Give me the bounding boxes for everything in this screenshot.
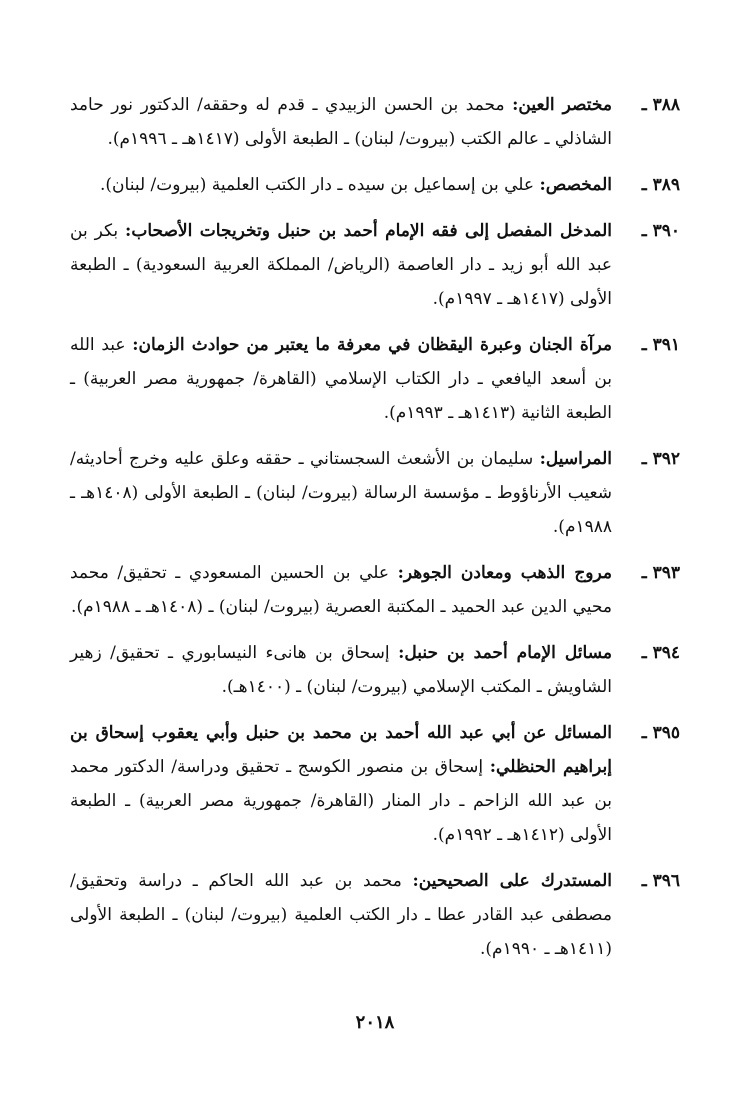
entry-number: ٣٩٦ ـ <box>641 871 680 891</box>
entry-number: ٣٩٥ ـ <box>641 723 680 743</box>
bibliography-entry-391 <box>70 328 680 430</box>
entry-text: إسحاق بن منصور الكوسج ـ تحقيق ودراسة/ الدكتور محمد بن عبد الله الزاحم ـ دار المنار (القاهرة/ جمهورية مصر العربية) ـ الطبعة الأولى (١٤١٢هـ ـ ١٩٩٢م). <box>70 757 612 845</box>
entry-number: ٣٩٠ ـ <box>641 221 680 241</box>
entry-title: مختصر العين: <box>512 95 612 115</box>
entry-number: ٣٨٨ ـ <box>641 95 680 115</box>
entry-number: ٣٩٤ ـ <box>641 643 680 663</box>
entry-text: علي بن إسماعيل بن سيده ـ دار الكتب العلمية (بيروت/ لبنان). <box>100 175 535 195</box>
entry-title: المخصص: <box>539 175 612 195</box>
entry-title: المستدرك على الصحيحين: <box>412 871 613 891</box>
entry-title: المدخل المفصل إلى فقه الإمام أحمد بن حنبل وتخريجات الأصحاب: <box>125 221 612 241</box>
entry-text: محمد بن عبد الله الحاكم ـ دراسة وتحقيق/ مصطفى عبد القادر عطا ـ دار الكتب العلمية (بيروت/ لبنان) ـ الطبعة الأولى (١٤١١هـ ـ ١٩٩٠م). <box>70 871 612 959</box>
bibliography-entry-388 <box>70 88 680 156</box>
entry-title: مسائل الإمام أحمد بن حنبل: <box>398 643 612 663</box>
entry-text: علي بن الحسين المسعودي ـ تحقيق/ محمد محيي الدين عبد الحميد ـ المكتبة العصرية (بيروت/ لبنان) ـ (١٤٠٨هـ ـ ١٩٨٨م). <box>70 563 612 617</box>
bibliography-entry-389 <box>70 168 680 202</box>
bibliography-list <box>70 88 680 978</box>
entry-text: بكر بن عبد الله أبو زيد ـ دار العاصمة (الرياض/ المملكة العربية السعودية) ـ الطبعة الأولى (١٤١٧هـ ـ ١٩٩٧م). <box>70 221 612 309</box>
entry-number: ٣٨٩ ـ <box>641 175 680 195</box>
entry-number: ٣٩٢ ـ <box>641 449 680 469</box>
entry-number: ٣٩١ ـ <box>641 335 680 355</box>
entry-text: عبد الله بن أسعد اليافعي ـ دار الكتاب الإسلامي (القاهرة/ جمهورية مصر العربية) ـ الطبعة الثانية (١٤١٣هـ ـ ١٩٩٣م). <box>70 335 612 423</box>
entry-text: إسحاق بن هانىء النيسابوري ـ تحقيق/ زهير الشاويش ـ المكتب الإسلامي (بيروت/ لبنان) ـ (١٤٠٠هـ). <box>70 643 612 697</box>
bibliography-entry-393 <box>70 556 680 624</box>
bibliography-entry-395 <box>70 716 680 852</box>
entry-text: محمد بن الحسن الزبيدي ـ قدم له وحققه/ الدكتور نور حامد الشاذلي ـ عالم الكتب (بيروت/ لبنان) ـ الطبعة الأولى (١٤١٧هـ ـ ١٩٩٦م). <box>70 95 612 149</box>
bibliography-entry-390 <box>70 214 680 316</box>
bibliography-entry-396 <box>70 864 680 966</box>
entry-title: المسائل عن أبي عبد الله أحمد بن محمد بن حنبل وأبي يعقوب إسحاق بن إبراهيم الحنظلي: <box>70 723 612 777</box>
bibliography-entry-394 <box>70 636 680 704</box>
entry-title: المراسيل: <box>539 449 613 469</box>
entry-title: مرآة الجنان وعبرة اليقظان في معرفة ما يعتبر من حوادث الزمان: <box>132 335 613 355</box>
bibliography-entry-392 <box>70 442 680 544</box>
page-number: ٢٠١٨ <box>355 1012 395 1033</box>
entry-number: ٣٩٣ ـ <box>641 563 680 583</box>
entry-title: مروج الذهب ومعادن الجوهر: <box>397 563 612 583</box>
entry-text: سليمان بن الأشعث السجستاني ـ حققه وعلق عليه وخرج أحاديثه/ شعيب الأرناؤوط ـ مؤسسة الرسالة (بيروت/ لبنان) ـ الطبعة الأولى (١٤٠٨هـ ـ ١٩٨٨م). <box>70 449 612 537</box>
